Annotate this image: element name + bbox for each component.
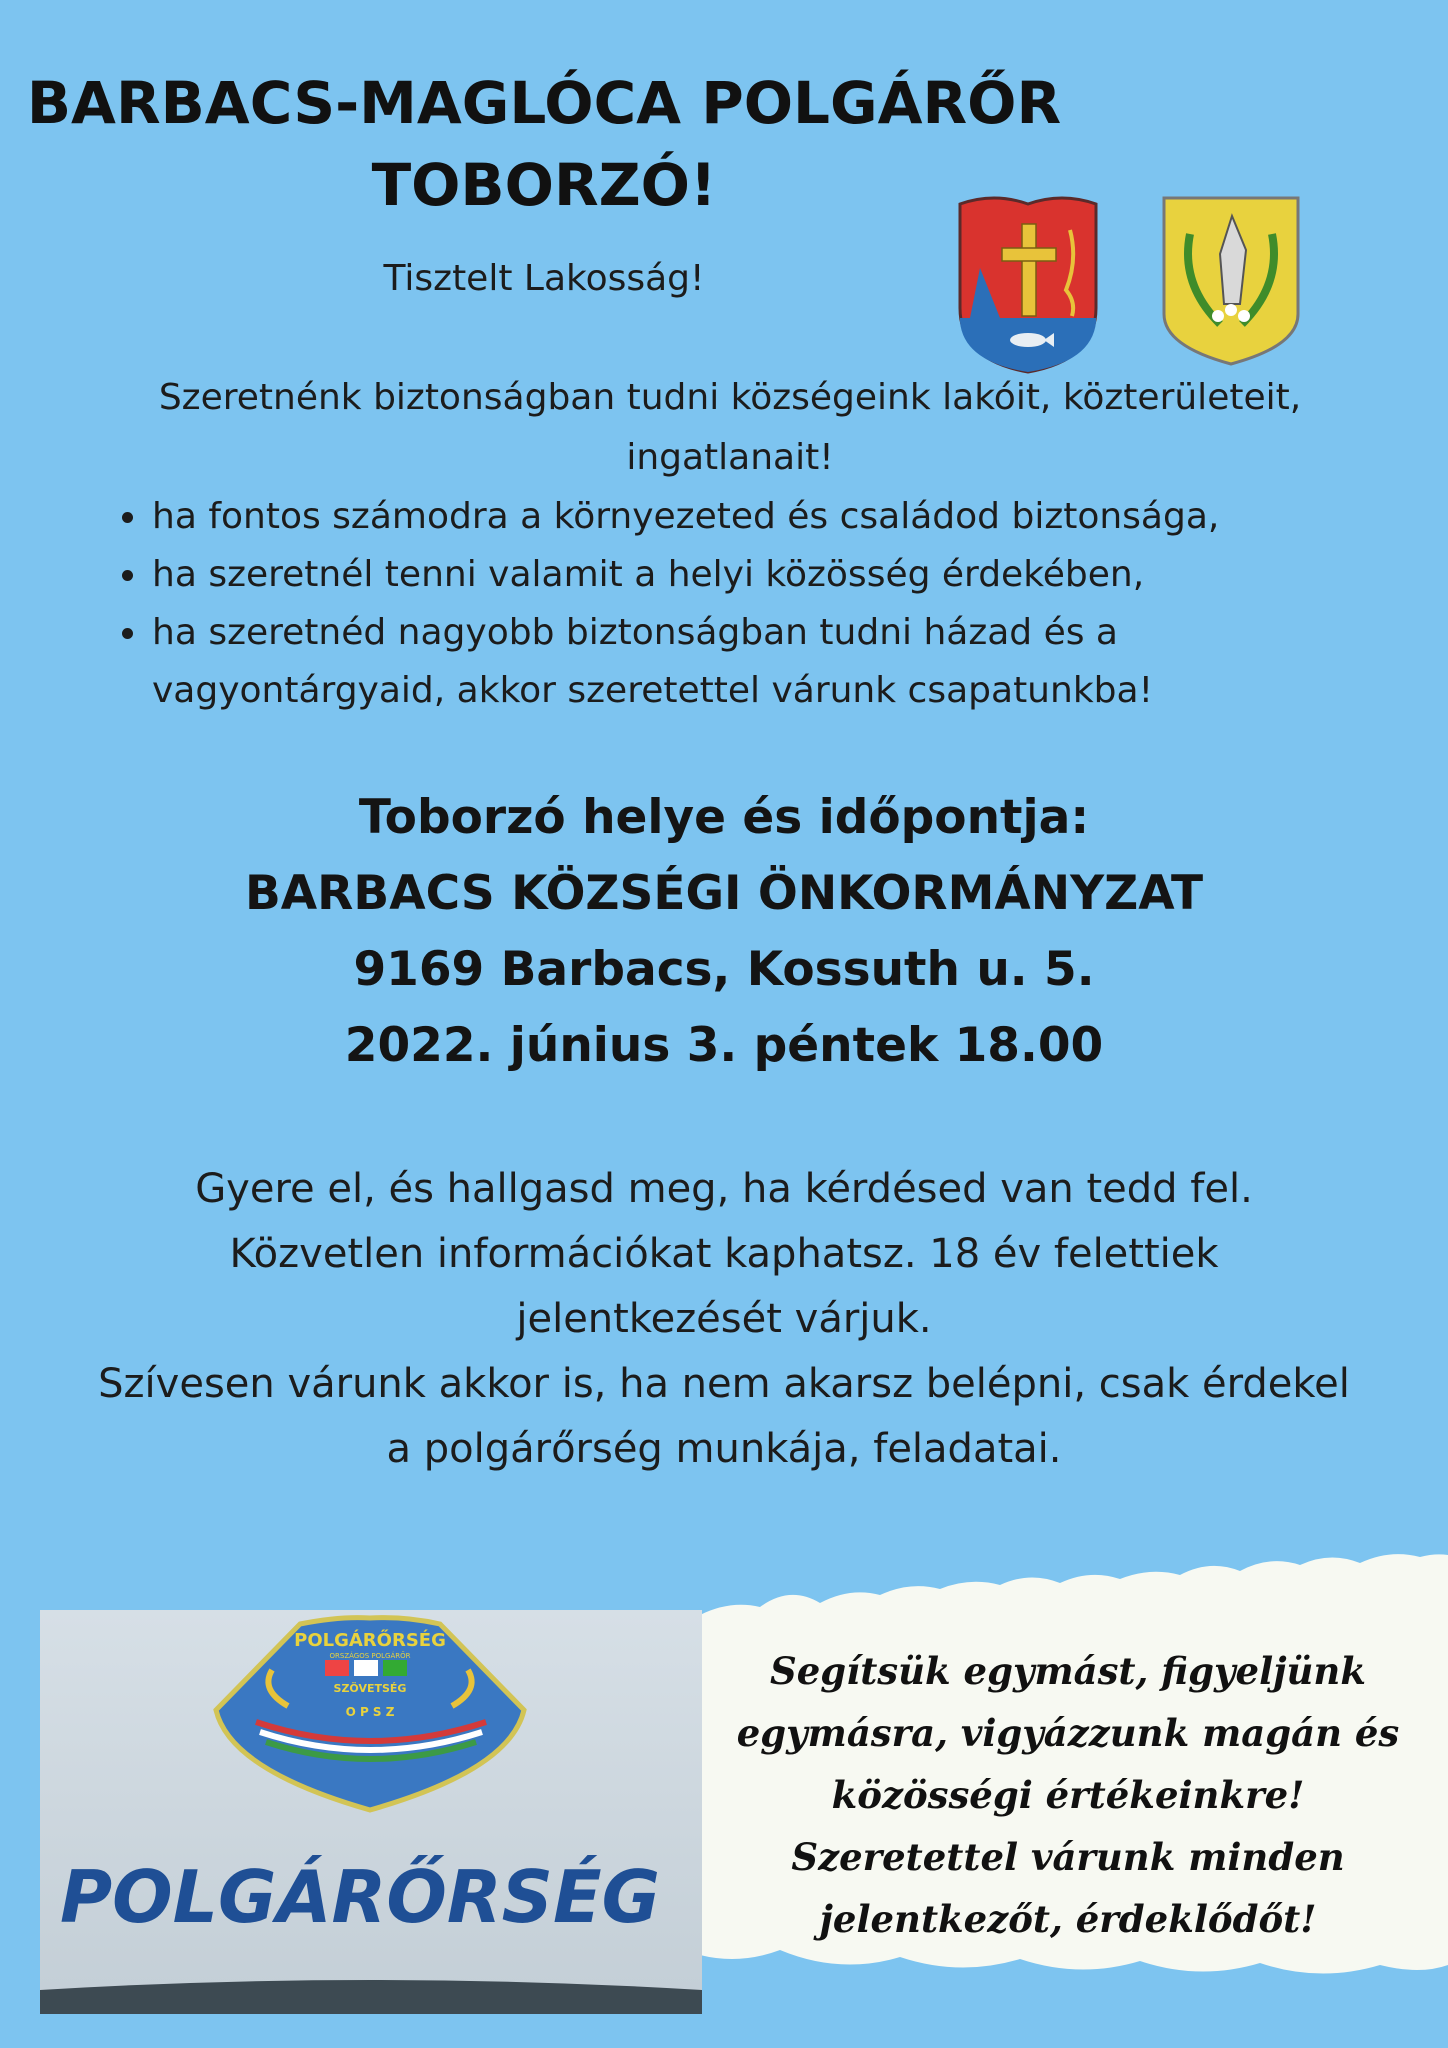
slogan [718, 1640, 1418, 1950]
greeting: Tisztelt Lakosság! [383, 258, 705, 299]
body-line: Közvetlen információkat kaphatsz. 18 év felettiek [229, 1231, 1219, 1277]
venue-address: 9169 Barbacs, Kossuth u. 5. [353, 942, 1095, 997]
venue-place: BARBACS KÖZSÉGI ÖNKORMÁNYZAT [244, 866, 1203, 921]
badge-sub-text: ORSZÁGOS POLGÁRŐR [329, 1652, 411, 1660]
title-line-1: BARBACS-MAGLÓCA POLGÁRŐR [26, 69, 1062, 137]
venue-datetime: 2022. június 3. péntek 18.00 [344, 1018, 1104, 1073]
list-item: • ha szeretnéd nagyobb biztonságban tudni házad és a vagyontárgyaid, akkor szeretettel várunk csapatunkba! [150, 604, 1410, 720]
car-text: POLGÁRŐRSÉG [60, 1855, 660, 1939]
body-line: jelentkezését várjuk. [516, 1296, 932, 1342]
slogan-line: egymásra, vigyázzunk magán és [736, 1711, 1400, 1755]
slogan-line: közösségi értékeinkre! [831, 1773, 1305, 1817]
car-hood-image [40, 1610, 702, 2014]
list-item: • ha szeretnél tenni valamit a helyi közösség érdekében, [150, 546, 1410, 604]
slogan-line: Szeretettel várunk minden [791, 1835, 1345, 1879]
badge-bottom-text: O P S Z [345, 1705, 395, 1719]
venue-heading: Toborzó helye és időpontja: [358, 790, 1090, 845]
body-text [60, 1157, 1388, 1482]
body-line: Szívesen várunk akkor is, ha nem akarsz belépni, csak érdekel [98, 1361, 1350, 1407]
venue-section [0, 780, 1448, 1084]
intro-text: Szeretnénk biztonságban tudni községeink lakóit, közterületeit, ingatlanait! [158, 377, 1302, 478]
badge-mid-text: SZÖVETSÉG [333, 1682, 407, 1695]
body-line: Gyere el, és hallgasd meg, ha kérdésed van tedd fel. [195, 1166, 1253, 1212]
bullet-list [112, 488, 1410, 720]
list-item: • ha fontos számodra a környezeted és családod biztonsága, [150, 488, 1410, 546]
title-line-2: TOBORZÓ! [371, 151, 717, 219]
badge-top-text: POLGÁRŐRSÉG [294, 1630, 446, 1651]
slogan-line: Segítsük egymást, figyeljünk [770, 1649, 1366, 1693]
body-line: a polgárőrség munkája, feladatai. [386, 1426, 1062, 1472]
photo-polgarorseg-car [40, 1610, 702, 2014]
slogan-line: jelentkezőt, érdeklődőt! [819, 1897, 1317, 1941]
